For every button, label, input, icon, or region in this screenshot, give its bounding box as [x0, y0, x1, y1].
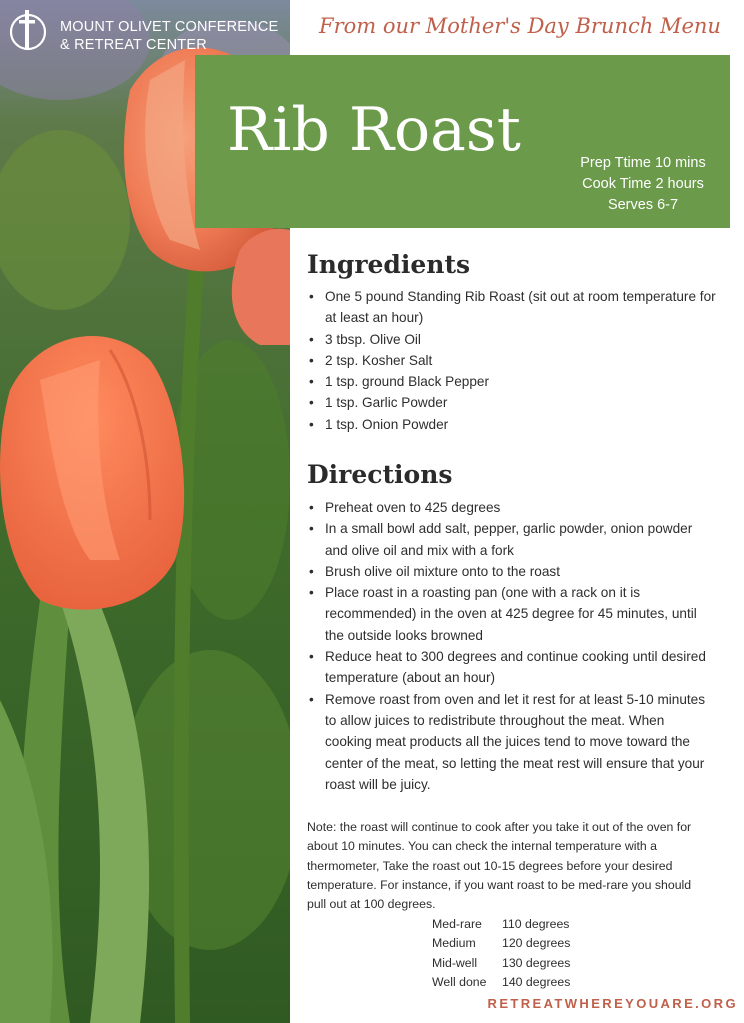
ingredients-list	[307, 286, 719, 435]
recipe-title: Rib Roast	[227, 95, 521, 165]
brand-logo	[8, 8, 288, 56]
directions-heading: Directions	[307, 460, 453, 489]
temperature-row	[432, 915, 570, 934]
direction-step: • In a small bowl add salt, pepper, garlic powder, onion powder and olive oil and mix with a fork	[307, 518, 712, 561]
ingredient-item: • 1 tsp. ground Black Pepper	[307, 371, 719, 392]
temperature-row	[432, 973, 570, 992]
ingredients-heading: Ingredients	[307, 250, 471, 279]
doneness-temp: 110 degrees	[502, 917, 570, 931]
direction-step: • Brush olive oil mixture onto to the roast	[307, 561, 712, 582]
title-banner	[195, 55, 730, 228]
brand-line-1: MOUNT OLIVET CONFERENCE	[60, 19, 279, 35]
directions-list	[307, 497, 712, 795]
direction-step: • Place roast in a roasting pan (one with a rack on it is recommended) in the oven at 425 degree for 45 minutes, until the outside looks browned	[307, 582, 712, 646]
doneness-temp: 120 degrees	[502, 936, 571, 951]
ingredient-item: • 3 tbsp. Olive Oil	[307, 329, 719, 350]
doneness-label: Medium	[432, 936, 476, 951]
brand-line-2: & RETREAT CENTER	[60, 37, 207, 53]
temperature-row	[432, 934, 570, 953]
direction-step: • Reduce heat to 300 degrees and continue cooking until desired temperature (about an hour)	[307, 646, 712, 689]
ingredient-item: • 1 tsp. Garlic Powder	[307, 392, 719, 413]
doneness-temp: 140 degrees	[502, 974, 571, 989]
ingredient-item: • 1 tsp. Onion Powder	[307, 414, 719, 435]
temperature-table	[432, 915, 570, 992]
prep-time: Prep Ttime 10 mins	[580, 155, 706, 171]
ingredient-item: • 2 tsp. Kosher Salt	[307, 350, 719, 371]
servings: Serves 6-7	[607, 197, 679, 213]
doneness-label: Mid-well	[432, 955, 478, 970]
doneness-label: Med-rare	[432, 917, 482, 931]
direction-step: • Preheat oven to 425 degrees	[307, 497, 712, 518]
direction-step: • Remove roast from oven and let it rest for at least 5-10 minutes to allow juices to redistribute throughout the meat. When cooking meat products all the juices tend to move toward the center of the meat, so letting the meat rest will ensure that your roast will be juicy.	[307, 689, 712, 795]
cook-time: Cook Time 2 hours	[582, 176, 704, 192]
website-link[interactable]: RETREATWHEREYOUARE.ORG	[487, 996, 738, 1011]
ingredient-item: • One 5 pound Standing Rib Roast (sit out at room temperature for at least an hour)	[307, 286, 719, 329]
doneness-label: Well done	[432, 974, 487, 989]
recipe-meta	[568, 153, 718, 216]
cross-circle-icon	[8, 8, 48, 54]
cooking-note: Note: the roast will continue to cook after you take it out of the oven for about 10 minutes. You can check the internal temperature with a thermometer, Take the roast out 10-15 degrees before your desired temperature. For instance, if you want roast to be med-rare you should pull out at 100 degrees.	[307, 820, 692, 912]
brand-name	[60, 18, 278, 54]
doneness-temp: 130 degrees	[502, 955, 571, 970]
temperature-row	[432, 954, 570, 973]
menu-kicker: From our Mother's Day Brunch Menu	[319, 14, 721, 38]
